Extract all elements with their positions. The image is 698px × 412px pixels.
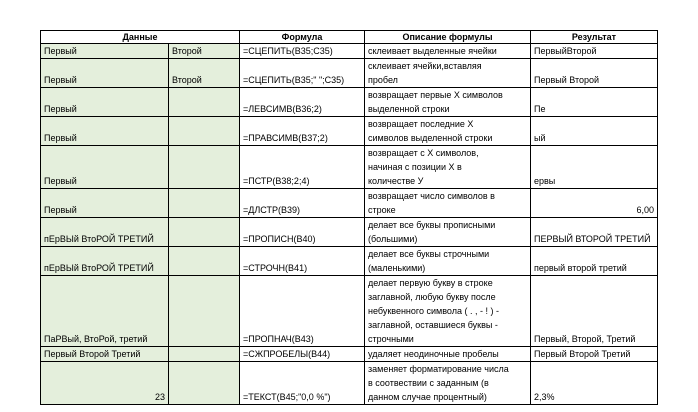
cell-formula[interactable]: =ТЕКСТ(B45;"0,0 %") <box>240 362 365 405</box>
cell-formula[interactable]: =СЦЕПИТЬ(B35;C35) <box>240 44 365 59</box>
cell-data-b[interactable] <box>169 189 240 218</box>
description-line: возвращает последние Х <box>368 119 474 129</box>
cell-data-b[interactable] <box>169 88 240 117</box>
cell-data-b[interactable] <box>169 117 240 146</box>
table-row <box>41 362 658 405</box>
cell-data-b[interactable] <box>169 276 240 347</box>
description-line: удаляет неодиночные пробелы <box>368 349 499 359</box>
cell-formula[interactable]: =ПСТР(B38;2;4) <box>240 146 365 189</box>
cell-description[interactable] <box>365 362 531 405</box>
cell-formula[interactable]: =СЦЕПИТЬ(B35;" ";C35) <box>240 59 365 88</box>
cell-description[interactable] <box>365 88 531 117</box>
cell-data-b[interactable] <box>169 146 240 189</box>
cell-formula[interactable]: =СЖПРОБЕЛЫ(B44) <box>240 347 365 362</box>
description-line: данном случае процентный) <box>368 392 487 402</box>
description-line: заглавной, оставшиеся буквы - <box>368 320 498 330</box>
description-line: пробел <box>368 75 398 85</box>
description-line: возвращает с Х символов, <box>368 148 479 158</box>
spreadsheet-table <box>40 30 658 405</box>
header-result[interactable]: Результат <box>531 31 658 44</box>
table-row <box>41 59 658 88</box>
table-row <box>41 146 658 189</box>
cell-result[interactable]: ПервыйВторой <box>531 44 658 59</box>
table-row <box>41 347 658 362</box>
cell-description[interactable] <box>365 117 531 146</box>
header-row <box>41 31 658 44</box>
cell-data-a[interactable]: Первый <box>41 189 169 218</box>
description-line: (большими) <box>368 234 418 244</box>
cell-formula[interactable]: =ЛЕВСИМВ(B36;2) <box>240 88 365 117</box>
cell-data-b[interactable] <box>169 362 240 405</box>
description-line: заменяет форматирование числа <box>368 364 509 374</box>
description-line: символов выделенной строки <box>368 133 493 143</box>
description-line: строке <box>368 205 396 215</box>
cell-data-b[interactable] <box>169 247 240 276</box>
cell-data-a[interactable]: Первый <box>41 88 169 117</box>
description-line: количестве У <box>368 176 424 186</box>
cell-description[interactable] <box>365 189 531 218</box>
cell-data-a[interactable]: Первый <box>41 44 169 59</box>
cell-result[interactable]: 2,3% <box>531 362 658 405</box>
cell-formula[interactable]: =ДЛСТР(B39) <box>240 189 365 218</box>
table-row <box>41 44 658 59</box>
cell-data-a[interactable]: пЕрВЫй ВтоРОЙ ТРЕТИЙ <box>41 247 169 276</box>
description-line: небуквенного символа ( . , - ! ) - <box>368 306 499 316</box>
cell-data-b[interactable]: Второй <box>169 59 240 88</box>
description-line: делает первую букву в строке <box>368 278 493 288</box>
cell-data-b[interactable]: Второй <box>169 44 240 59</box>
cell-result[interactable]: Пе <box>531 88 658 117</box>
table-row <box>41 218 658 247</box>
cell-result[interactable]: ПЕРВЫЙ ВТОРОЙ ТРЕТИЙ <box>531 218 658 247</box>
cell-result[interactable]: Первый Второй Третий <box>531 347 658 362</box>
cell-result[interactable]: Первый Второй <box>531 59 658 88</box>
cell-data-a[interactable]: 23 <box>41 362 169 405</box>
description-line: возвращает первые Х символов <box>368 90 503 100</box>
header-formula[interactable]: Формула <box>240 31 365 44</box>
cell-data-a[interactable]: Первый <box>41 59 169 88</box>
description-line: склеивает ячейки,вставляя <box>368 61 482 71</box>
header-description[interactable]: Описание формулы <box>365 31 531 44</box>
cell-data-b[interactable] <box>169 218 240 247</box>
cell-description[interactable] <box>365 59 531 88</box>
cell-data-a[interactable]: пЕрВЫй ВтоРОЙ ТРЕТИЙ <box>41 218 169 247</box>
description-line: склеивает выделенные ячейки <box>368 46 497 56</box>
description-line: (маленькими) <box>368 263 426 273</box>
description-line: возвращает число символов в <box>368 191 495 201</box>
description-line: в соотвествии с заданным (в <box>368 378 489 388</box>
cell-result[interactable]: ервы <box>531 146 658 189</box>
cell-description[interactable] <box>365 276 531 347</box>
cell-result[interactable]: 6,00 <box>531 189 658 218</box>
cell-formula[interactable]: =ПРАВСИМВ(B37;2) <box>240 117 365 146</box>
cell-data-a[interactable]: Первый <box>41 146 169 189</box>
table-row <box>41 117 658 146</box>
cell-description[interactable] <box>365 44 531 59</box>
cell-data-a[interactable]: Первый Второй Третий <box>41 347 169 362</box>
cell-formula[interactable]: =ПРОПИСН(B40) <box>240 218 365 247</box>
cell-data-a[interactable]: Первый <box>41 117 169 146</box>
cell-description[interactable] <box>365 218 531 247</box>
description-line: делает все буквы прописными <box>368 220 496 230</box>
cell-description[interactable] <box>365 347 531 362</box>
cell-data-a[interactable]: ПаРВый, ВтоРой, третий <box>41 276 169 347</box>
table-row <box>41 189 658 218</box>
table-row <box>41 247 658 276</box>
cell-result[interactable]: первый второй третий <box>531 247 658 276</box>
cell-result[interactable]: Первый, Второй, Третий <box>531 276 658 347</box>
cell-description[interactable] <box>365 247 531 276</box>
cell-description[interactable] <box>365 146 531 189</box>
cell-formula[interactable]: =ПРОПНАЧ(B43) <box>240 276 365 347</box>
cell-formula[interactable]: =СТРОЧН(B41) <box>240 247 365 276</box>
header-data[interactable]: Данные <box>41 31 240 44</box>
description-line: заглавной, любую букву после <box>368 292 496 302</box>
description-line: строчными <box>368 334 414 344</box>
cell-data-b[interactable] <box>169 347 240 362</box>
description-line: выделенной строки <box>368 104 450 114</box>
table-row <box>41 88 658 117</box>
table-row <box>41 276 658 347</box>
description-line: начиная с позиции Х в <box>368 162 462 172</box>
description-line: делает все буквы строчными <box>368 249 490 259</box>
cell-result[interactable]: ый <box>531 117 658 146</box>
